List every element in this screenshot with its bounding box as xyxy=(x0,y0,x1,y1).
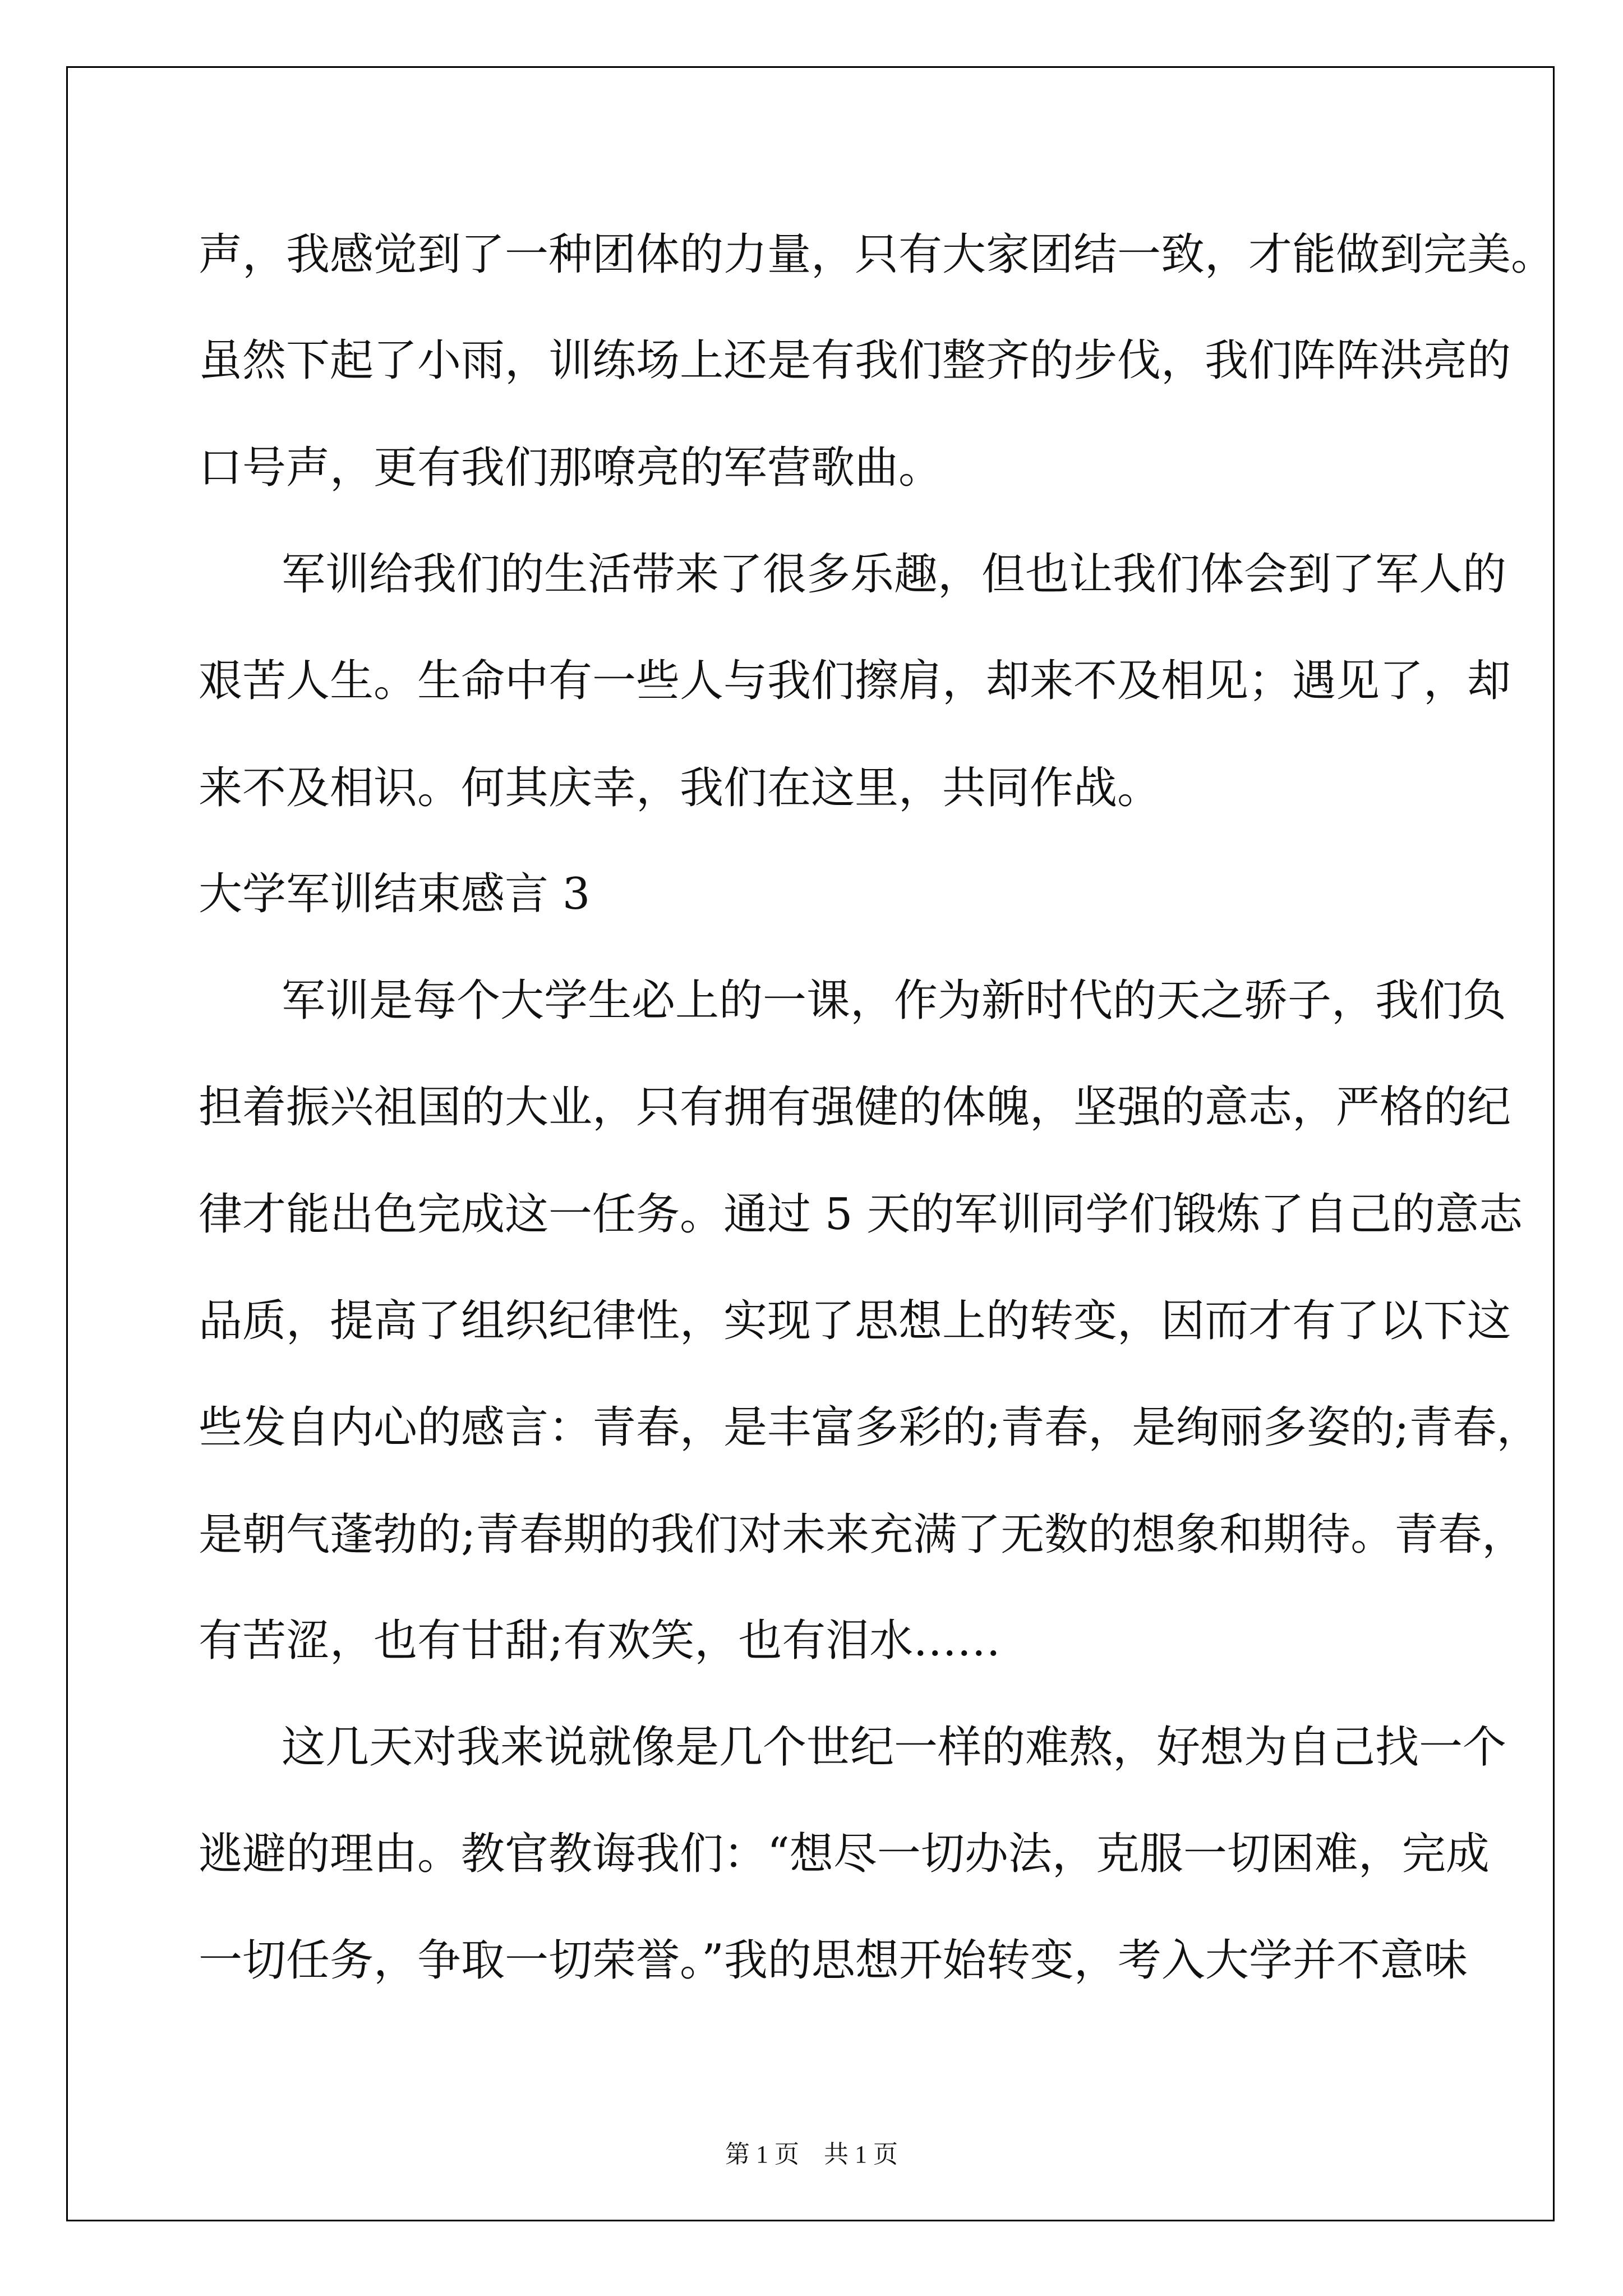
text-line: 一切任务，争取一切荣誉。”我的思想开始转变，考入大学并不意味 xyxy=(199,1935,1468,1986)
paragraph-start: 军训给我们的生活带来了很多乐趣，但也让我们体会到了军人的 xyxy=(282,549,1507,600)
paragraph-start: 军训是每个大学生必上的一课，作为新时代的天之骄子，我们负 xyxy=(282,976,1507,1026)
text-line: 口号声，更有我们那嘹亮的军营歌曲。 xyxy=(199,443,943,493)
text-line: 虽然下起了小雨，训练场上还是有我们整齐的步伐，我们阵阵洪亮的 xyxy=(199,335,1511,386)
text-line: 些发自内心的感言：青春，是丰富多彩的;青春，是绚丽多姿的;青春， xyxy=(199,1402,1541,1453)
text-line: 逃避的理由。教官教诲我们：“想尽一切办法，克服一切困难，完成 xyxy=(199,1829,1490,1879)
text-line: 有苦涩，也有甘甜;有欢笑，也有泪水…… xyxy=(199,1616,1001,1666)
page-border xyxy=(66,66,1555,2221)
text-line: 担着振兴祖国的大业，只有拥有强健的体魄，坚强的意志，严格的纪 xyxy=(199,1082,1511,1133)
text-line: 律才能出色完成这一任务。通过 5 天的军训同学们锻炼了自己的意志 xyxy=(199,1189,1523,1240)
text-line: 艰苦人生。生命中有一些人与我们擦肩，却来不及相见；遇见了，却 xyxy=(199,656,1511,706)
text-line: 品质，提高了组织纪律性，实现了思想上的转变，因而才有了以下这 xyxy=(199,1296,1511,1346)
section-heading: 大学军训结束感言 3 xyxy=(199,869,591,919)
page-footer: 第 1 页 共 1 页 xyxy=(725,2141,898,2168)
text-line: 声，我感觉到了一种团体的力量，只有大家团结一致，才能做到完美。 xyxy=(199,229,1555,280)
text-line: 是朝气蓬勃的;青春期的我们对未来充满了无数的想象和期待。青春， xyxy=(199,1510,1526,1560)
paragraph-start: 这几天对我来说就像是几个世纪一样的难熬，好想为自己找一个 xyxy=(282,1722,1507,1773)
text-line: 来不及相识。何其庆幸，我们在这里，共同作战。 xyxy=(199,763,1161,813)
